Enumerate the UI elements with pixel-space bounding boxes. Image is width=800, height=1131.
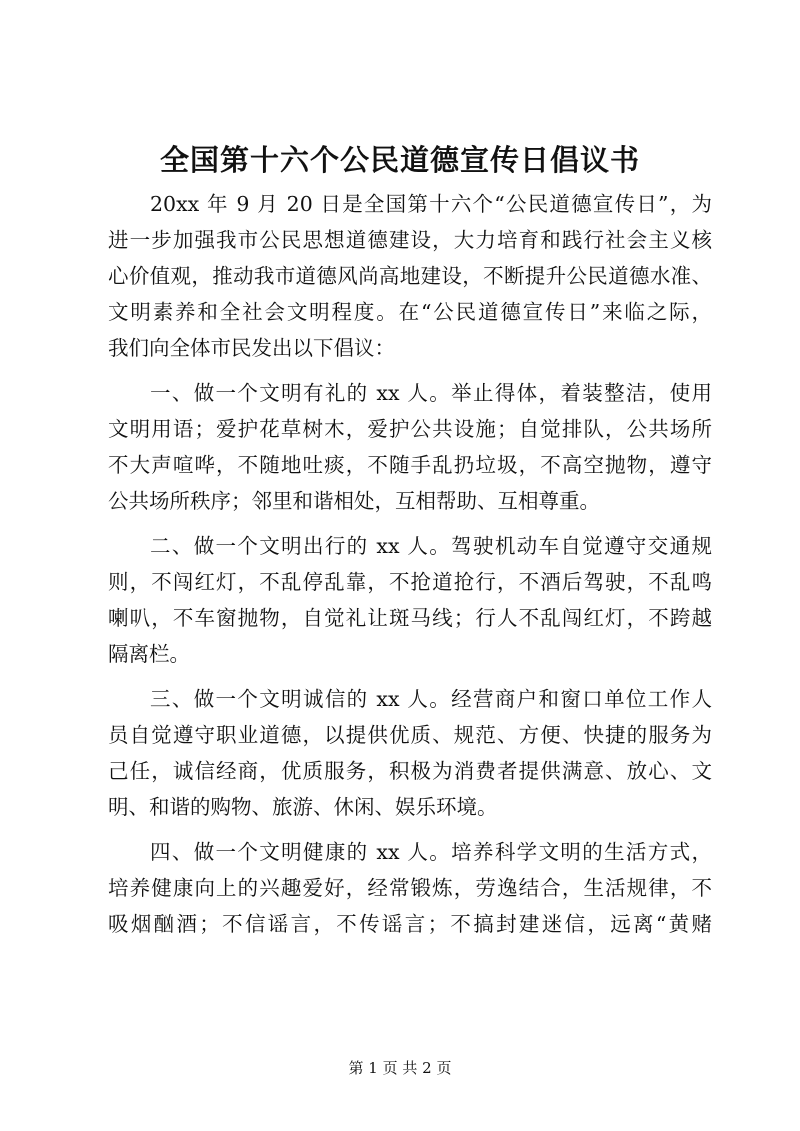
paragraph-line: 二、做一个文明出行的 xx 人。驾驶机动车自觉遵守交通规	[150, 534, 712, 558]
paragraph-line: 培养健康向上的兴趣爱好，经常锻炼，劳逸结合，生活规律，不	[108, 876, 712, 900]
paragraph-line: 吸烟酗酒；不信谣言，不传谣言；不搞封建迷信，远离“黄赌	[108, 912, 712, 936]
paragraph-line: 三、做一个文明诚信的 xx 人。经营商户和窗口单位工作人	[150, 687, 712, 711]
paragraph-line: 进一步加强我市公民思想道德建设，大力培育和践行社会主义核	[108, 228, 712, 252]
paragraph-line: 心价值观，推动我市道德风尚高地建设，不断提升公民道德水准、	[108, 264, 712, 288]
document-body	[108, 186, 712, 942]
paragraph-intro	[108, 186, 712, 366]
paragraph-line: 我们向全体市民发出以下倡议：	[108, 336, 395, 360]
paragraph-line: 公共场所秩序；邻里和谐相处，互相帮助、互相尊重。	[108, 489, 600, 513]
paragraph-line: 文明素养和全社会文明程度。在“公民道德宣传日”来临之际，	[108, 300, 712, 324]
paragraph-line: 隔离栏。	[108, 642, 190, 666]
paragraph-line: 四、做一个文明健康的 xx 人。培养科学文明的生活方式，	[150, 840, 712, 864]
paragraph-line: 员自觉遵守职业道德，以提供优质、规范、方便、快捷的服务为	[108, 723, 712, 747]
paragraph-line: 20xx 年 9 月 20 日是全国第十六个“公民道德宣传日”，为	[150, 192, 712, 216]
paragraph-item-3	[108, 681, 712, 825]
paragraph-line: 不大声喧哗，不随地吐痰，不随手乱扔垃圾，不高空抛物，遵守	[108, 453, 712, 477]
paragraph-item-1	[108, 375, 712, 519]
page-footer: 第 1 页 共 2 页	[348, 1059, 452, 1077]
paragraph-line: 己任，诚信经商，优质服务，积极为消费者提供满意、放心、文	[108, 759, 712, 783]
paragraph-item-2	[108, 528, 712, 672]
paragraph-line: 明、和谐的购物、旅游、休闲、娱乐环境。	[108, 795, 498, 819]
paragraph-line: 一、做一个文明有礼的 xx 人。举止得体，着装整洁，使用	[150, 381, 712, 405]
document-title: 全国第十六个公民道德宣传日倡议书	[159, 143, 640, 177]
paragraph-line: 喇叭，不车窗抛物，自觉礼让斑马线；行人不乱闯红灯，不跨越	[108, 606, 712, 630]
paragraph-item-4	[108, 834, 712, 942]
paragraph-line: 文明用语；爱护花草树木，爱护公共设施；自觉排队，公共场所	[108, 417, 712, 441]
paragraph-line: 则，不闯红灯，不乱停乱靠，不抢道抢行，不酒后驾驶，不乱鸣	[108, 570, 712, 594]
